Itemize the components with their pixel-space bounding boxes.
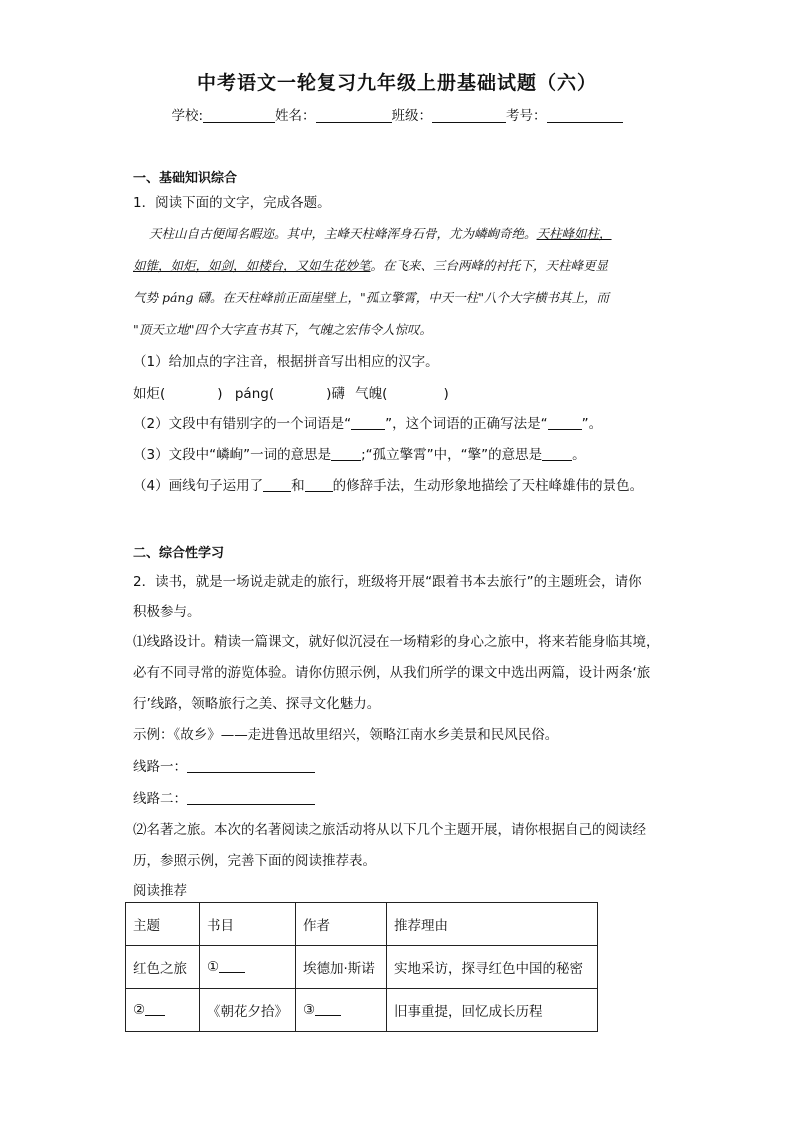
item-b-suffix: )礴 — [326, 386, 345, 402]
route1-blank[interactable] — [187, 772, 315, 773]
q1-sub4 — [133, 474, 643, 494]
circled-number: ① — [207, 959, 220, 975]
route2-line — [133, 787, 315, 807]
q1-stem: 1．阅读下面的文字，完成各题。 — [133, 195, 331, 211]
answer-blank[interactable] — [219, 972, 245, 973]
q2-example: 示例：《故乡》——走进鲁迅故里绍兴，领略江南水乡美景和民风民俗。 — [133, 727, 559, 743]
cell-book[interactable] — [200, 946, 296, 989]
passage-line-2 — [133, 256, 608, 274]
class-label: 班级： — [391, 108, 433, 124]
student-info-line — [0, 104, 794, 124]
table-header-row — [126, 903, 598, 946]
cell-author: 埃德加·斯诺 — [296, 946, 387, 989]
cell-author[interactable] — [296, 989, 387, 1032]
table-row — [126, 946, 598, 989]
reading-recommendation-table — [125, 902, 598, 1032]
sub2-blank-2[interactable] — [548, 429, 582, 430]
cell-theme[interactable] — [126, 989, 200, 1032]
item-a-prefix: 如炬( — [133, 386, 166, 402]
sub2-text: （2）文段中有错别字的一个词语是“ — [133, 416, 352, 432]
section1-heading: 一、基础知识综合 — [133, 171, 238, 186]
underlined-sentence: 天柱峰如柱， — [536, 226, 612, 241]
name-blank[interactable] — [316, 108, 392, 123]
item-a-suffix: ) — [217, 386, 223, 402]
answer-blank[interactable] — [145, 1015, 165, 1016]
passage-line-4: "顶天立地"四个大字直书其下，气魄之宏伟令人惊叹。 — [133, 322, 433, 337]
cell-book: 《朝花夕拾》 — [200, 989, 296, 1032]
sub3-text: 。 — [572, 447, 586, 463]
q1-sub2 — [133, 412, 602, 432]
item-c-suffix: ) — [443, 386, 449, 402]
q2-part1-line-3: 行’线路，领略旅行之美、探寻文化魅力。 — [133, 696, 381, 712]
passage-text: 。在飞来、三台两峰的衬托下，天柱峰更显 — [370, 258, 609, 273]
passage-line-1 — [149, 224, 612, 242]
circled-number: ③ — [303, 1002, 316, 1018]
sub4-text: 和 — [291, 478, 305, 494]
header-book: 书目 — [200, 903, 296, 946]
sub4-blank-2[interactable] — [305, 491, 333, 492]
route2-label: 线路二： — [133, 791, 187, 807]
sub4-text: （4）画线句子运用了 — [133, 478, 264, 494]
sub2-text: ”。 — [581, 416, 603, 432]
header-theme: 主题 — [126, 903, 200, 946]
route1-label: 线路一： — [133, 759, 187, 775]
sub2-blank-1[interactable] — [351, 429, 385, 430]
class-blank[interactable] — [432, 108, 506, 123]
name-label: 姓名： — [275, 108, 316, 124]
school-blank[interactable] — [203, 108, 275, 123]
sub3-blank-2[interactable] — [542, 460, 572, 461]
sub3-text: （3）文段中“嶙峋”一词的意思是 — [133, 447, 332, 463]
q2-part2-line-1: ⑵名著之旅。本次的名著阅读之旅活动将从以下几个主题开展，请你根据自己的阅读经 — [133, 822, 646, 838]
item-b-prefix: páng( — [234, 386, 275, 402]
school-label: 学校: — [171, 108, 204, 124]
answer-blank[interactable] — [315, 1015, 341, 1016]
cell-reason: 旧事重提，回忆成长历程 — [387, 989, 598, 1032]
q2-stem-line-2: 积极参与。 — [133, 604, 201, 620]
sub2-text: ”，这个词语的正确写法是“ — [385, 416, 548, 432]
header-author: 作者 — [296, 903, 387, 946]
q2-part1-line-1: ⑴线路设计。精读一篇课文，就好似沉浸在一场精彩的身心之旅中，将来若能身临其境， — [133, 634, 660, 650]
q2-stem-line-1: 2．读书，就是一场说走就走的旅行，班级将开展“跟着书本去旅行”的主题班会，请你 — [133, 574, 642, 590]
cell-reason: 实地采访，探寻红色中国的秘密 — [387, 946, 598, 989]
item-c-prefix: 气魄( — [355, 386, 388, 402]
sub4-blank-1[interactable] — [263, 491, 291, 492]
table-caption: 阅读推荐 — [133, 883, 187, 899]
underlined-sentence: 如锥，如炬，如剑，如楼台，又如生花妙笔 — [133, 258, 371, 273]
q1-sub1: （1）给加点的字注音，根据拼音写出相应的汉字。 — [133, 354, 439, 370]
header-reason: 推荐理由 — [387, 903, 598, 946]
cell-theme: 红色之旅 — [126, 946, 200, 989]
q1-sub1-items — [133, 382, 449, 402]
route2-blank[interactable] — [187, 804, 315, 805]
table-row — [126, 989, 598, 1032]
q1-sub3 — [133, 443, 586, 463]
circled-number: ② — [133, 1002, 146, 1018]
section2-heading: 二、综合性学习 — [133, 546, 225, 561]
sub3-blank-1[interactable] — [331, 460, 361, 461]
sub4-text: 的修辞手法，生动形象地描绘了天柱峰雄伟的景色。 — [332, 478, 644, 494]
page-title: 中考语文一轮复习九年级上册基础试题（六） — [196, 72, 597, 94]
exam-no-blank[interactable] — [547, 108, 623, 123]
exam-no-label: 考号： — [506, 108, 547, 124]
q2-part2-line-2: 历，参照示例，完善下面的阅读推荐表。 — [133, 853, 376, 869]
q2-part1-line-2: 必有不同寻常的游览体验。请你仿照示例，从我们所学的课文中选出两篇，设计两条‘旅 — [133, 665, 651, 681]
route1-line — [133, 755, 315, 775]
passage-line-3: 气势 páng 礴。在天柱峰前正面崖壁上，"孤立擎霄，中天一柱"八个大字横书其上，而 — [133, 290, 609, 305]
passage-text: 天柱山自古便闻名暇迩。其中，主峰天柱峰浑身石骨，尤为嶙峋奇绝。 — [149, 226, 537, 241]
sub3-text: ;“孤立擎霄”中，“擎”的意思是 — [361, 447, 543, 463]
